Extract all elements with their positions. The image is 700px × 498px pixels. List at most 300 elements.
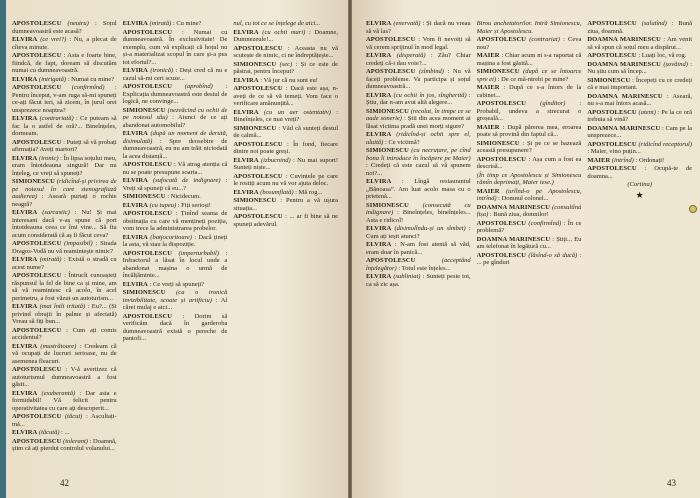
dialogue-line [12, 178, 117, 208]
spoken-text: : Totul este înțeles... [398, 264, 451, 272]
stage-direction: (ironic) [38, 154, 59, 162]
stage-direction: (mirată) [39, 256, 62, 263]
spoken-text: : Bineînțeles, ce mai vreți? [233, 108, 339, 123]
dialogue-line [123, 67, 228, 82]
speaker-name: DOAMNA MARINESCU [587, 36, 661, 43]
stage-direction: (neutru) [67, 20, 89, 27]
spoken-text: : Probabil, undeva a strecurat o greșeală... [476, 100, 582, 122]
spoken-text: : De ce mă-ntrebi pe mine? [497, 75, 569, 83]
speaker-name: ELVIRA [122, 67, 148, 74]
speaker-name: SIMIONESCU [233, 124, 277, 132]
dialogue-line [123, 177, 228, 192]
speaker-name: ELVIRA [122, 201, 148, 209]
speaker-name: SIMIONESCU [366, 201, 409, 209]
left-page [0, 0, 348, 498]
dialogue-line [233, 109, 338, 124]
dialogue-line [123, 161, 228, 176]
page-number-right: 43 [667, 478, 676, 488]
speaker-name: APOSTOLESCU [587, 52, 637, 59]
spoken-text: : Știu, dar n-am avut altă alegere... [366, 91, 471, 106]
speaker-name: APOSTOLESCU [12, 326, 62, 334]
dialogue-line [123, 234, 228, 249]
stage-direction: (ce vrei?) [40, 36, 67, 43]
spoken-text: : Credeți că este cazul să vă spunem noi?... [366, 162, 471, 177]
speaker-name: ELVIRA [12, 154, 38, 162]
dialogue-line [477, 68, 582, 83]
spoken-text: : Pentru a vă ușura situația... [233, 197, 339, 212]
dialogue-line [123, 130, 228, 160]
dialogue-line [233, 45, 338, 60]
speaker-name: APOSTOLESCU [122, 28, 173, 36]
speaker-name: APOSTOLESCU [12, 52, 62, 59]
text-column [477, 20, 582, 475]
speaker-name: DOAMNA MARINESCU [476, 235, 551, 243]
dialogue-line [477, 84, 582, 99]
stage-direction: (cu ochii în jos, sîngherită) [393, 91, 467, 99]
spoken-text: : Întrucît cunoașteți răspunsul la fel de bine ca și mine, am să vă reamintesc că acolo, în acel perimetru, a fost văzut un autoturism... [12, 272, 117, 302]
spoken-text: : Bună ziua, domnilor! [489, 211, 549, 218]
curtain-text: (Cortina) [627, 181, 652, 188]
stage-direction: (salutînd) [641, 20, 667, 27]
stage-direction: (ridicînd-și ochii spre el, uluită) [366, 131, 471, 146]
dialogue-line [366, 273, 471, 288]
spoken-text: : Pe la ce oră trebuia să vină? [587, 108, 693, 123]
speaker-name: MAIER [476, 187, 500, 195]
right-page [352, 0, 700, 498]
dialogue-line [587, 141, 692, 156]
spoken-text: : ... pe gînduri [476, 251, 582, 266]
dialogue-line [12, 209, 117, 239]
spoken-text: : Nicidecum. [167, 193, 201, 200]
speaker-name: ELVIRA [12, 36, 38, 43]
spoken-text: : Puteți să vă probați afirmația? Aveți martori? [12, 138, 117, 153]
speaker-name: ELVIRA [366, 273, 392, 280]
speaker-name: ELVIRA [122, 280, 148, 288]
spoken-text: : Zău? Chiar credeți că-i dau voie?... [366, 52, 471, 67]
stage-direction: (șovăind) [663, 60, 688, 68]
speaker-name: APOSTOLESCU [12, 84, 62, 91]
stage-direction: (exuberantă) [41, 389, 76, 397]
speaker-name: MAIER [587, 156, 611, 164]
speaker-name: SIMIONESCU [476, 139, 520, 147]
speaker-name: ELVIRA [366, 225, 392, 232]
dialogue-line [12, 390, 117, 413]
spoken-text: : Numai cu dumneavoastră. În exclusivitate! De exemplu, cum vă explicați că hoțul nu și-a materializat scopul în care și-a pus tot efortul?... [122, 28, 228, 66]
spoken-text: : Credeam că vă ocupați de lucruri serioase, nu de asemenea fleacuri. [12, 342, 117, 365]
dialogue-line [123, 281, 228, 289]
stage-direction: (lăsînd-o să ducă) [528, 251, 578, 259]
dialogue-line [477, 204, 582, 219]
stage-direction: (sarcastic) [42, 209, 70, 216]
dialogue-line [12, 20, 117, 35]
spoken-text: : Nu, a plecat de cîteva minute. [12, 36, 117, 51]
spoken-text: : Nu vă faceți probleme. Va participa și soțul dumneavoastră... [366, 68, 471, 90]
speaker-name: SIMIONESCU [122, 193, 166, 200]
dialogue-line [366, 52, 471, 67]
speaker-name: APOSTOLESCU [12, 272, 62, 279]
speaker-name: APOSTOLESCU [366, 257, 416, 264]
stage-direction: (aprobînd) [184, 83, 213, 90]
speaker-name: ELVIRA [122, 177, 148, 184]
spoken-text: : Ascultați-mă... [12, 413, 117, 428]
stage-direction: (ca o ironică invizibilitate, scoate și artificiu) [122, 289, 228, 304]
dialogue-line [123, 250, 228, 280]
spoken-text: : Vreți să spuneți că eu...? [122, 177, 228, 192]
spoken-text: : Dar asta e formidabil! Vă felicit pentru operativitatea cu care ați descoperit... [12, 389, 117, 412]
dialogue-line [587, 181, 692, 199]
spoken-text: : Cum ați comis accidentul? [12, 326, 117, 341]
speaker-name: MAIER [476, 123, 500, 131]
stage-direction: (batjocoritoare) [150, 233, 192, 241]
speaker-name: ELVIRA [366, 131, 392, 138]
speaker-name: ELVIRA [12, 389, 38, 397]
dialogue-line [233, 173, 338, 188]
speaker-name: SIMIONESCU [587, 76, 631, 84]
stage-direction: (tăcut) [65, 413, 83, 420]
speaker-name: APOSTOLESCU [12, 240, 62, 247]
spoken-text: : Și pe ce se bazează această presupunere? [476, 139, 582, 154]
stage-direction: (consultînd fișa) [476, 203, 582, 218]
spoken-text: : Vă jur că nu sunt eu! [260, 76, 318, 84]
speaker-name: ELVIRA [366, 178, 392, 185]
dialogue-line [12, 327, 117, 342]
speaker-name: APOSTOLESCU [366, 36, 416, 43]
dialogue-line [123, 29, 228, 67]
dialogue-line [233, 77, 338, 85]
stage-direction: (impasibil) [64, 240, 93, 247]
dialogue-line [12, 343, 117, 366]
spoken-text: : Domnul colonel... [498, 195, 549, 202]
text-column [12, 20, 117, 475]
speaker-name: ELVIRA [12, 115, 38, 122]
dialogue-line [12, 76, 117, 84]
spoken-text: : După ce s-a întors de la cabinet... [476, 84, 582, 99]
speaker-name: APOSTOLESCU [122, 312, 173, 320]
dialogue-line [123, 210, 228, 233]
dialogue-line [477, 36, 582, 51]
spoken-text: : Ceva nou? [476, 36, 582, 51]
dialogue-line [366, 202, 471, 225]
stage-direction: (disimulîndu-și un sîmbet) [394, 225, 466, 232]
dialogue-line [477, 172, 582, 187]
dialogue-line [233, 20, 338, 28]
dialogue-line [233, 85, 338, 108]
speaker-name: DOAMNA MARINESCU [587, 60, 661, 68]
speaker-name: SIMIONESCU [233, 197, 277, 204]
stage-direction: (după ce se întoarce spre ei) [476, 68, 582, 83]
spoken-text: : Vă atrag atenția că nu se poate presupune soarta... [122, 161, 228, 176]
dialogue-line [587, 36, 692, 51]
right-page-columns [366, 20, 692, 475]
speaker-name: SIMIONESCU [233, 60, 277, 68]
star-ornament: ★ [635, 189, 644, 200]
stage-direction: (ridicînd-și privirea de pe notesul în care stenografiază audierea) [12, 178, 117, 200]
dialogue-line [587, 109, 692, 124]
dialogue-line [123, 313, 228, 343]
dialogue-line [233, 29, 338, 44]
spoken-text: : Atunci de ce ați abandonat automobilul? [122, 114, 228, 129]
stage-direction: (atent) [638, 108, 656, 116]
stage-direction: (enervată) [393, 20, 421, 27]
dialogue-line [587, 125, 692, 140]
spoken-text: : Bună ziua, doamnă. [587, 20, 693, 35]
spoken-text: : Și ce este de păstrat, pentru început? [233, 60, 339, 75]
spoken-text: : Asta e foarte bine, fiindcă, de fapt, doream să discutăm numai cu dumneavoastră. [12, 52, 117, 74]
speaker-name: APOSTOLESCU [12, 437, 62, 445]
speaker-name: SIMIONESCU [12, 178, 55, 185]
dialogue-line [366, 225, 471, 240]
dialogue-line [477, 236, 582, 251]
dialogue-line [366, 241, 471, 256]
stage-direction: (gînditor) [540, 100, 566, 107]
dialogue-line [477, 188, 582, 203]
spoken-text: : Începeți cu ce credeți că e mai important. [587, 76, 693, 91]
spoken-text: : Sunteți peste tot, ca să zic așa. [366, 273, 471, 288]
spoken-text: : Lîngă restaurantul „Bănoasa”. Am luat acolo masa cu o prietenă... [366, 178, 471, 200]
left-page-columns [12, 20, 338, 475]
dialogue-line [587, 157, 692, 165]
spoken-text: Birou anchetatorilor. Intră Simionescu, Maier și Apostolescu. [476, 20, 582, 35]
dialogue-line [12, 115, 117, 138]
stage-direction: (sufocată de indignare) [152, 177, 221, 184]
dialogue-line [123, 202, 228, 210]
speaker-name: APOSTOLESCU [233, 85, 283, 92]
dialogue-line [587, 61, 692, 76]
speaker-name: SIMIONESCU [366, 107, 409, 115]
dialogue-line [587, 165, 692, 180]
speaker-name: APOSTOLESCU [587, 20, 637, 27]
spoken-text: : Aseară, nu s-a mai întors acasă... [587, 92, 693, 107]
dialogue-line [233, 157, 338, 172]
dialogue-line [477, 100, 582, 123]
speaker-name: APOSTOLESCU [366, 68, 416, 75]
stage-direction: (subliniat) [393, 273, 421, 280]
stage-direction: (contrariată) [39, 115, 74, 122]
spoken-text: : Explicația dumneavoastră este destul de logică, ne convinge... [122, 83, 228, 105]
dialogue-line [366, 257, 471, 272]
text-column [587, 20, 692, 475]
stage-direction: (izbucnind) [261, 156, 291, 164]
dialogue-line [12, 139, 117, 154]
spoken-text: : Doamne, Dumnezeule!... [233, 28, 339, 43]
spoken-text: : ... [61, 429, 70, 436]
speaker-name: APOSTOLESCU [476, 155, 527, 163]
spoken-text: : Știți... Eu am telefonat în legătură cu... [476, 235, 582, 250]
spoken-text: : N-am fost atentă să văd, eram doar în panică... [366, 241, 471, 256]
speaker-name: ELVIRA [12, 209, 38, 216]
stage-direction: (acceptând înțelegător) [366, 257, 471, 272]
dialogue-line [12, 155, 117, 178]
stage-direction: (cu un aer ostentativ) [263, 108, 331, 116]
spoken-text: : Nu știu cum să încep... [587, 60, 693, 75]
spoken-text: : Dacă țineți la asta, vă stau la dispoziție. [122, 233, 228, 248]
speaker-name: ELVIRA [12, 75, 38, 83]
speaker-name: APOSTOLESCU [233, 213, 283, 220]
stage-direction: (disperată) [396, 52, 426, 59]
speaker-name: DOAMNA MARINESCU [476, 203, 551, 211]
dialogue-line [12, 36, 117, 51]
dialogue-line [366, 20, 471, 35]
speaker-name: SIMIONESCU [476, 68, 520, 75]
spoken-text: : Fiți serioși! [177, 201, 211, 209]
dialogue-line [477, 156, 582, 171]
dialogue-line [12, 52, 117, 75]
stage-direction: (consecută cu indignare) [366, 201, 471, 216]
stage-direction: (confirmînd) [71, 84, 105, 91]
dialogue-line [233, 189, 338, 197]
page-number-left: 42 [60, 478, 69, 488]
speaker-name: ELVIRA [366, 91, 392, 99]
speaker-name: (În timp ce Apostolescu și Simionescu rămîn deprimați, Maier iese.) [476, 171, 582, 186]
spoken-text: : ... ar fi bine să ne spuneți adevărul. [233, 213, 339, 228]
spoken-text: : În fond, fiecare dintre noi poate greși. [233, 140, 339, 155]
stage-direction: (urlînd-o pe Apostolescu, intrînd) [476, 187, 582, 202]
speaker-name: ELVIRA [233, 188, 259, 196]
spoken-text: : Și dacă nu vreau să vă las? [366, 20, 471, 35]
text-column [233, 20, 338, 475]
speaker-name: SIMIONESCU [122, 106, 166, 114]
dialogue-line [233, 213, 338, 228]
spoken-text: : Cuvintele pe care le rostiți acum nu vă vor ajuta deloc. [233, 172, 339, 187]
spoken-text: : Dacă este așa, n-aveți de ce să vă temeți. Vom face o verificare amănunțită... [233, 85, 339, 107]
dialogue-line [366, 108, 471, 131]
stage-direction: (ironică) [150, 67, 174, 74]
stage-direction: (cu tupeu) [149, 201, 177, 209]
dialogue-line [477, 52, 582, 67]
speaker-name: ELVIRA [366, 52, 392, 59]
speaker-name: ELVIRA [366, 20, 392, 27]
speaker-name: APOSTOLESCU [476, 219, 527, 227]
dialogue-line [12, 366, 117, 389]
speaker-name: APOSTOLESCU [587, 165, 637, 172]
speaker-name: APOSTOLESCU [476, 100, 527, 107]
dialogue-line [587, 77, 692, 92]
spoken-text: : Ce vreți să spuneți? [149, 280, 205, 288]
spoken-text: : Cu mine? [172, 20, 202, 27]
stage-direction: (recolat, în timpe ce se aude sonerie) [366, 107, 471, 122]
speaker-name: APOSTOLESCU [122, 210, 173, 217]
dialogue-line [233, 197, 338, 212]
speaker-name: ELVIRA [12, 429, 38, 436]
spoken-text: : Nu! Și mai interesant dacă v-aș spune că port întotdeauna ceea ce îmi vine... Să fiu acum considerată că aș fi făcut ceva? [12, 209, 117, 239]
dialogue-line [477, 220, 582, 235]
spoken-text: : Vom fi nevoiți să vă cerem sprijinul în mod legal. [366, 36, 471, 51]
stage-direction: (mirată) [149, 20, 172, 27]
spoken-text: : Nu mai suport! Sunteți niște... [233, 156, 339, 171]
dialogue-line [366, 131, 471, 146]
spoken-text: : Ce victimă? [384, 138, 420, 146]
spoken-text: : Cam pe la unsprezece... [587, 124, 693, 139]
speaker-name: ELVIRA [233, 76, 259, 84]
spoken-text: : Soțul dumneavoastră este acasă? [12, 20, 117, 35]
speaker-name: SIMIONESCU [122, 289, 166, 296]
speaker-name: DOAMNA MARINESCU [587, 92, 663, 100]
speaker-name: ELVIRA [366, 241, 392, 248]
spoken-text: : Doamnă, știm că ați pierdut controlul volanului... [12, 437, 117, 452]
speaker-name: APOSTOLESCU [587, 108, 637, 116]
stage-direction: (imperturbabil) [178, 249, 220, 257]
spoken-text: : Numai cu mine? [67, 75, 115, 83]
speaker-name: APOSTOLESCU [12, 413, 62, 420]
speaker-name: APOSTOLESCU [12, 138, 62, 146]
speaker-name: APOSTOLESCU [233, 140, 283, 148]
spoken-text: : Am venit să vă spun că soțul meu a dispărut... [587, 36, 693, 51]
text-column [366, 20, 471, 475]
dialogue-line [366, 178, 471, 201]
stage-direction: (cu ochii mari) [262, 28, 306, 36]
stage-direction: (bosumflată) [260, 188, 294, 196]
dialogue-line [12, 272, 117, 302]
speaker-name: MAIER [476, 84, 500, 91]
stage-direction: (nezvăcind cu ochii de pe notesul său) [122, 106, 228, 121]
speaker-name: ELVIRA [122, 130, 148, 137]
spoken-text: : Chiar acum ni s-a raportat că mașina a fost găsită... [476, 52, 582, 67]
stage-direction: (după un moment de derută, disimulată) [122, 130, 228, 145]
dialogue-line [477, 252, 582, 267]
speaker-name: ELVIRA [233, 28, 259, 36]
speaker-name: ELVIRA [12, 303, 38, 310]
dialogue-line [366, 68, 471, 91]
speaker-name: APOSTOLESCU [122, 249, 173, 257]
speaker-name: ELVIRA [12, 256, 38, 263]
dialogue-line [587, 20, 692, 35]
speaker-name: DOAMNA MARINESCU [587, 124, 661, 132]
stage-direction: (contrariat) [529, 36, 560, 43]
dialogue-line [12, 429, 117, 437]
spoken-text: : Ce puteam să fac la o astfel de oră?... Bineînțeles, dormeam. [12, 115, 117, 137]
dialogue-line [123, 20, 228, 28]
spoken-text: : Ținînd seama de obstinația cu care vă mențineți poziția, vom trece la administrarea probelor. [122, 210, 228, 232]
dialogue-line [12, 438, 117, 453]
speaker-name: MAIER [476, 52, 500, 59]
dialogue-line [123, 193, 228, 201]
paper-spot [689, 205, 697, 213]
spoken-text: : Ordonați! [635, 156, 665, 164]
stage-direction: (mai întîi iritată) [39, 303, 86, 310]
dialogue-line [477, 140, 582, 155]
spoken-text: : Bineînțeles, bineînțeles... Asta e ridicol! [366, 209, 471, 224]
text-column [123, 20, 228, 475]
spoken-text: : În lipsa soțului meu, eram întotdeauna singură! Dar nu înțeleg, ce vreți să spuneți? [12, 154, 117, 177]
dialogue-line [477, 124, 582, 139]
spoken-text: : Spre deosebire de dumneavoastră, eu nu am trăit niciodată la acea distanță... [122, 137, 228, 160]
speaker-name: APOSTOLESCU [476, 36, 527, 43]
stage-direction: (cu necruțare, pe cînd bona îi introduce în încăpere pe Maier) [366, 147, 471, 162]
spoken-text: : Strada Dragos-Vodă nu vă reamintește nimic? [12, 240, 117, 255]
dialogue-line [587, 93, 692, 108]
spoken-text: : După părerea mea, eroarea poate să provină din faptul că... [476, 123, 582, 138]
speaker-name: APOSTOLESCU [587, 140, 637, 148]
spoken-text: : Aseară purtați o rochie neagră? [12, 193, 117, 208]
spoken-text: : Așa cum a fost ea descrisă... [476, 155, 582, 170]
speaker-name: ELVIRA [12, 342, 38, 350]
dialogue-line [366, 92, 471, 107]
spoken-text: : Aceasta nu vă scutește de nimic, ci ne îndreptățește... [233, 44, 339, 59]
dialogue-line [123, 107, 228, 130]
speaker-name: APOSTOLESCU [12, 20, 62, 27]
spoken-text: : V-ă avertizez că autoturismul dumneavoastră a fost găsit... [12, 366, 117, 388]
speaker-name: SIMIONESCU [366, 147, 409, 154]
speaker-name: APOSTOLESCU [233, 44, 283, 52]
spoken-text: : Eu?... (Și privind obrajii în palme și afectată) Vreau să fiți bun... [12, 303, 117, 325]
spoken-text: : Maier, vino puțin... [587, 148, 641, 155]
spoken-text: : Dorim să verificăm dacă în garderoba dumneavoastră există o pereche de pantofi... [122, 312, 228, 342]
speaker-name: APOSTOLESCU [122, 83, 173, 90]
left-page-edge [0, 0, 6, 498]
speaker-name: APOSTOLESCU [12, 366, 62, 373]
dialogue-line [366, 36, 471, 51]
dialogue-line [123, 289, 228, 312]
